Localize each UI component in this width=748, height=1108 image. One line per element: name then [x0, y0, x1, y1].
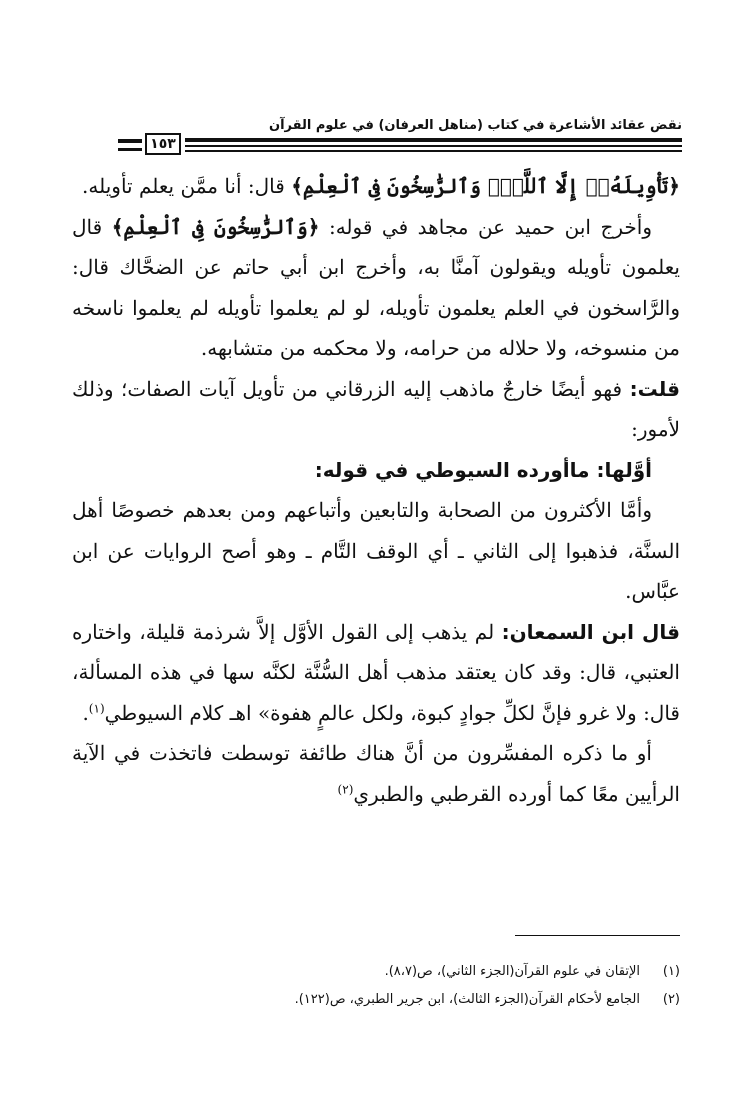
paragraph-3: قلت: فهو أيضًا خارجٌ ماذهب إليه الزرقاني من تأويل آيات الصفات؛ وذلك لأمور: [72, 376, 681, 441]
footnote-1: (١) الإتقان في علوم القرآن(الجزء الثاني)، ص(٨،٧). [384, 964, 680, 979]
header-rule [185, 138, 682, 152]
paragraph-6: قال ابن السمعان: لم يذهب إلى القول الأوَّل إلاَّ شرذمة قليلة، واختاره العتبي، قال: وقد كان يعتقد مذهب أهل السُّنَّة لكنَّه سها في هذه المسألة، قال: ولا غرو فإنَّ لكلِّ جوادٍ كبوة، ولكل عالمٍ هفوة» اهـ كلام السيوطي$^{(١)}$. [72, 619, 680, 725]
footnote-ref-2: (٢) [337, 781, 354, 796]
body-text [72, 166, 680, 814]
quran-verse: ﴿تَأْوِيلَهُۥٓ إِلَّا ٱللَّهُۗ وَٱلرَّٰسِخُونَ فِى ٱلْعِلْمِ﴾ [291, 174, 680, 198]
footnote-separator [515, 935, 680, 936]
page-number: ١٥٣ [145, 133, 181, 155]
paragraph-2: وأخرج ابن حميد عن مجاهد في قوله: ﴿وَٱلرَّٰسِخُونَ فِى ٱلْعِلْمِ﴾ قال يعلمون تأويله ويقولون آمنَّا به، وأخرج ابن أبي حاتم عن الضحَّاك قال: والرَّاسخون في العلم يعلمون تأويله، لو لم يعلموا تأويله لم يعلموا ناسخه من منسوخه، ولا حلاله من حرامه، ولا محكمه من متشابهه. [72, 214, 680, 360]
paragraph-7: أو ما ذكره المفسِّرون من أنَّ هناك طائفة توسطت فاتخذت في الآية الرأيين معًا كما أورده القرطبي والطبري$^{(٢)}$ [72, 741, 680, 806]
quran-verse: ﴿وَٱلرَّٰسِخُونَ فِى ٱلْعِلْمِ﴾ [111, 214, 320, 239]
running-title: نقض عقائد الأشاعرة في كتاب (مناهل العرفان) في علوم القرآن [269, 118, 682, 133]
header-rule-left [118, 139, 142, 151]
footnote-ref-1: (١) [88, 700, 105, 715]
paragraph-1: ﴿تَأْوِيلَهُۥٓ إِلَّا ٱللَّهُۗ وَٱلرَّٰسِخُونَ فِى ٱلْعِلْمِ﴾ قال: أنا ممَّن يعلم تأويله. [82, 174, 680, 198]
footnote-2: (٢) الجامع لأحكام القرآن(الجزء الثالث)، ابن جرير الطبري، ص(١٢٢). [294, 992, 680, 1007]
section-heading: أوَّلها: ماأورده السيوطي في قوله: [314, 457, 652, 482]
footnotes [72, 958, 680, 1014]
paragraph-5: وأمَّا الأكثرون من الصحابة والتابعين وأتباعهم ومن بعدهم خصوصًا أهل السنَّة، فذهبوا إلى الثاني ـ أي الوقف التَّام ـ وهو أصح الروايات عن ابن عبَّاس. [72, 498, 680, 603]
